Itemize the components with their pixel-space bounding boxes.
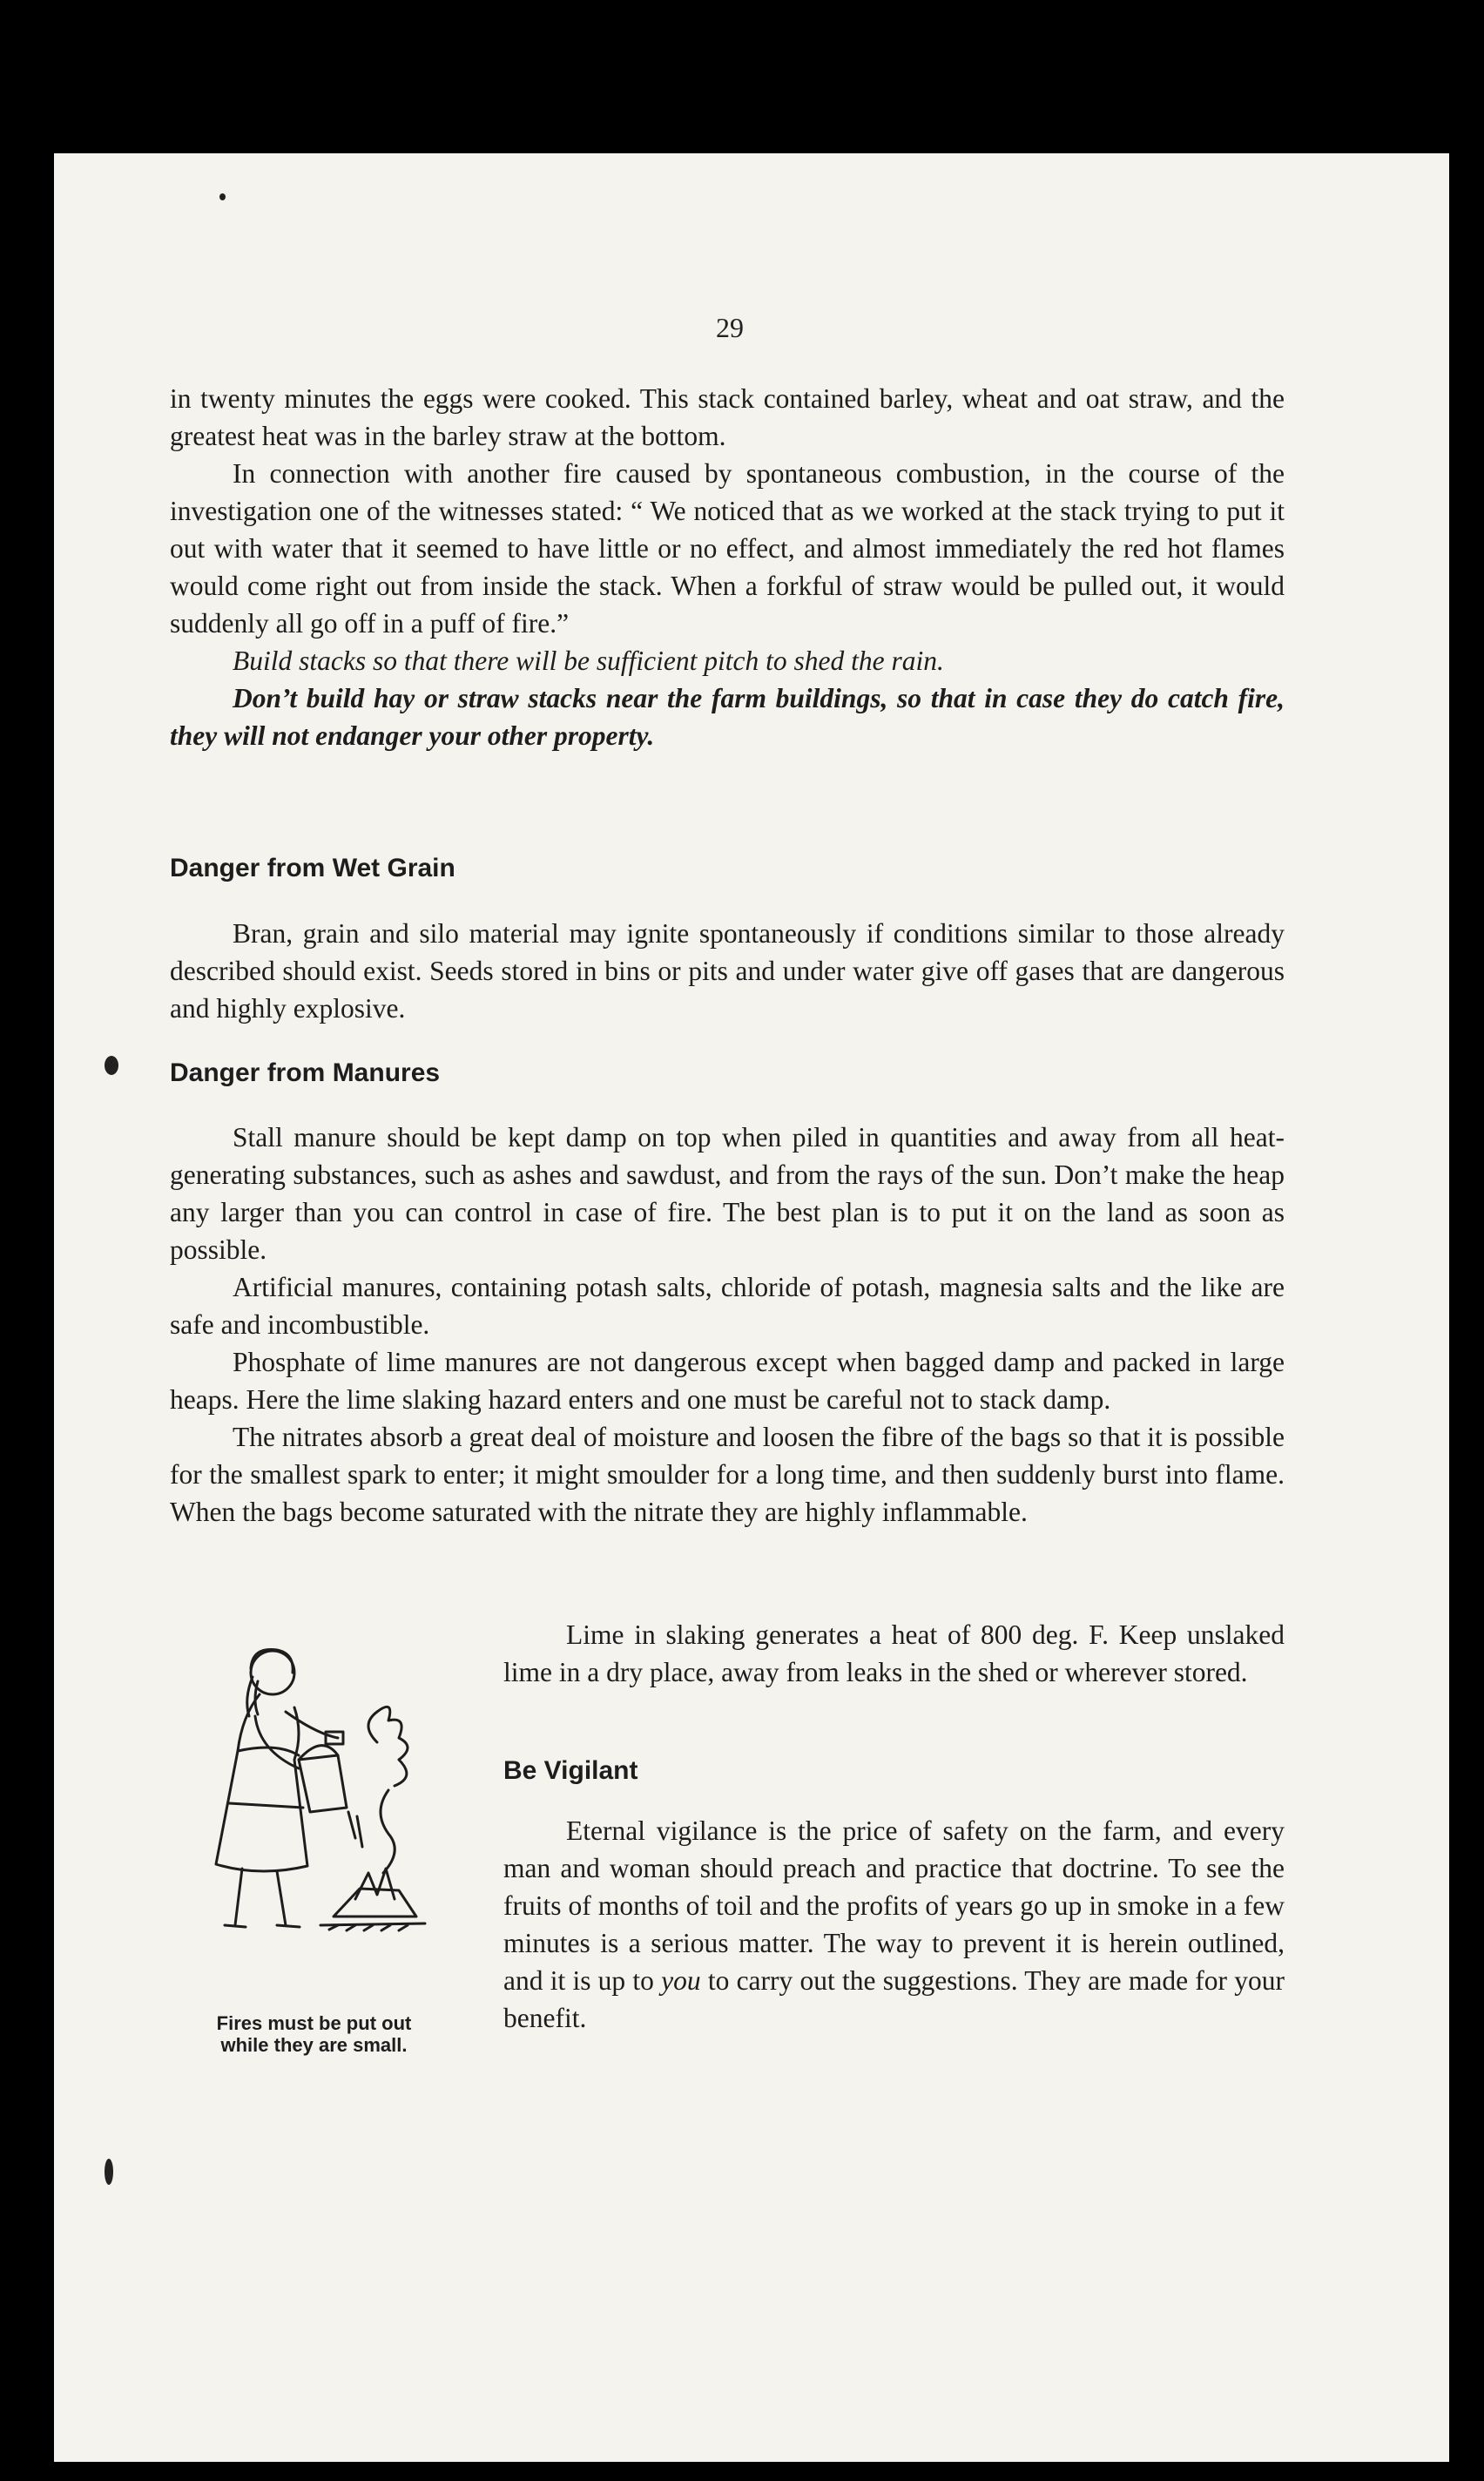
- paragraph-stall-manure: Stall manure should be kept damp on top when piled in quantities and away from all heat-generating substances, such as ashes and sawdust, and from the rays of the sun. Don’t make the heap any larger than you can control in case of fire. The best plan is to put it on the land as soon as possible.: [170, 1122, 1285, 1265]
- paragraph-vigilance: [503, 1812, 1285, 2037]
- paragraph-nitrates: The nitrates absorb a great deal of moisture and loosen the fibre of the bags so that it is possible for the smallest spark to enter; it might smoulder for a long time, and then suddenly burst into flame. When the bags become saturated with the nitrate they are highly inflammable.: [170, 1422, 1285, 1527]
- wet-grain-text: [170, 915, 1285, 1027]
- vigilance-text-b: to carry out the suggestions. They are made for your benefit.: [503, 1965, 1285, 2033]
- page-number: 29: [716, 312, 744, 343]
- manures-text: [170, 1119, 1285, 1531]
- scan-speck: [219, 193, 226, 200]
- paragraph-eggs-cooked: in twenty minutes the eggs were cooked. This stack contained barley, wheat and oat straw, and the greatest heat was in the barley straw at the bottom.: [170, 383, 1285, 451]
- scan-speck: [105, 1056, 118, 1075]
- paragraph-phosphate: Phosphate of lime manures are not dangerous except when bagged damp and packed in large heaps. Here the lime slaking hazard enters and one must be careful not to stack damp.: [170, 1347, 1285, 1415]
- paragraph-artificial-manures: Artificial manures, containing potash salts, chloride of potash, magnesia salts and the like are safe and incombustible.: [170, 1272, 1285, 1340]
- vigilance-text-a: Eternal vigilance is the price of safety on the farm, and every man and woman should preach and practice that doctrine. To see the fruits of months of toil and the profits of years go up in smoke in a few minutes is a serious matter. The way to prevent it is herein outlined, and it is up to: [503, 1815, 1285, 1996]
- vigilant-text: [503, 1812, 1285, 2037]
- heading-be-vigilant: Be Vigilant: [503, 1756, 638, 1785]
- paragraph-witness-statement: In connection with another fire caused by spontaneous combustion, in the course of the investigation one of the witnesses stated: “ We noticed that as we worked at the stack trying to put it out with water that it seemed to have little or no effect, and almost immediately the red hot flames would come right out from inside the stack. When a forkful of straw would be pulled out, it would suddenly all go off in a puff of fire.”: [170, 458, 1285, 639]
- tip-build-stacks: Build stacks so that there will be sufficient pitch to shed the rain.: [233, 646, 944, 676]
- intro-text: [170, 380, 1285, 754]
- tip-dont-build-near: Don’t build hay or straw stacks near the farm buildings, so that in case they do catch fire, they will not endanger your other property.: [170, 683, 1285, 751]
- paragraph-wet-grain: Bran, grain and silo material may ignite spontaneously if conditions similar to those already described should exist. Seeds stored in bins or pits and under water give off gases that are dangerous and highly explosive.: [170, 918, 1285, 1024]
- caption-line-2: while they are small.: [220, 2034, 408, 2056]
- scan-speck: [105, 2159, 113, 2185]
- illustration-svg: [155, 1638, 460, 2004]
- heading-wet-grain: Danger from Wet Grain: [170, 854, 455, 882]
- illustration-caption: [164, 2012, 464, 2056]
- woman-pouring-water-on-fire-illustration: [155, 1638, 460, 2004]
- heading-manures: Danger from Manures: [170, 1058, 441, 1087]
- paragraph-lime: Lime in slaking generates a heat of 800 deg. F. Keep unslaked lime in a dry place, away from leaks in the shed or wherever stored.: [503, 1619, 1285, 1687]
- caption-line-1: Fires must be put out: [216, 2012, 412, 2034]
- lime-text: [503, 1616, 1285, 1691]
- vigilance-emphasis: you: [661, 1965, 701, 1996]
